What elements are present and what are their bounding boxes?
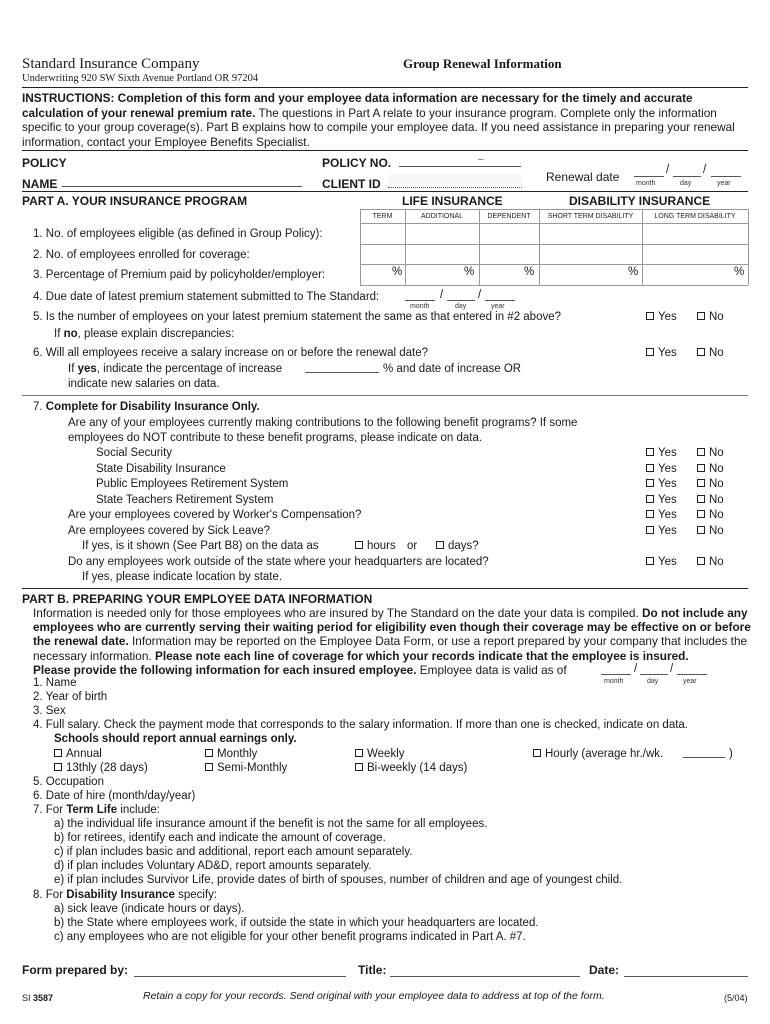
item8-post: specify: [174,889,218,901]
q5-yes-label: Yes [658,311,677,323]
form-title: Group Renewal Information [403,56,562,71]
q6b-pre: If [68,363,78,375]
mode-13thly[interactable] [54,761,148,776]
q7-sick-leave-shown: If yes, is it shown (See Part B8) on the data as [82,540,319,552]
item8-sub-c: c) any employees who are not eligible for your other benefit programs indicated in Part A. #7. [54,931,526,943]
q7-row7-no-label: No [709,556,724,568]
question-5: 5. Is the number of employees on your latest premium statement the same as that entered in #2 above? [33,311,562,323]
q7-row5-no[interactable] [697,508,724,523]
title-label: Title: [358,963,387,977]
grid-col-6 [748,209,749,285]
renewal-date-label: Renewal date [546,170,620,184]
mode-13thly-checkbox[interactable] [54,763,62,771]
client-id-label: CLIENT ID [322,177,381,191]
mode-weekly-checkbox[interactable] [355,749,363,757]
q5-yes-checkbox[interactable] [646,312,654,320]
q5b-pre: If [54,328,64,340]
mode-annual-checkbox[interactable] [54,749,62,757]
mode-hourly-label: Hourly (average hr./wk. [545,748,664,760]
renewal-day-field[interactable] [673,165,701,177]
due-month-caption: month [410,303,430,310]
q6-rule [22,395,748,396]
q5-no-checkbox[interactable] [697,312,705,320]
q7-row4-no-label: No [709,494,724,506]
item8-pre: 8. For [33,889,67,901]
valid-year-field[interactable] [677,663,707,675]
policy-no-field[interactable] [399,154,521,167]
renewal-month-caption: month [636,180,656,187]
form-number-value: 3587 [33,993,54,1003]
part-b-item-4-note: Schools should report annual earnings only. [54,733,297,745]
q7-row2-yes-checkbox[interactable] [646,464,654,472]
renewal-slash-1: / [666,164,670,176]
question-2: 2. No. of employees enrolled for coverage: [33,249,250,261]
hourly-hours-field[interactable] [683,746,725,758]
instructions [22,91,748,149]
days-checkbox[interactable] [436,541,444,549]
due-slash-2: / [478,289,482,301]
q7-row7-no-checkbox[interactable] [697,557,705,565]
hourly-close-paren: ) [729,748,733,760]
mode-annual[interactable] [54,747,102,762]
due-day-field[interactable] [447,289,475,301]
mode-monthly[interactable] [205,747,257,762]
hours-option[interactable] [355,539,396,554]
part-b-provide [33,663,567,678]
q7-row3-yes-label: Yes [658,478,677,490]
q7-workers-comp: Are your employees covered by Worker's Compensation? [68,509,362,521]
percent-additional: % [464,266,475,278]
days-label: days? [448,540,479,552]
q7-line-1: Are any of your employees currently making contributions to the following benefit programs? If some [68,417,578,429]
hours-label: hours [367,540,396,552]
question-5-followup [54,327,234,342]
q7-public-employees: Public Employees Retirement System [96,478,289,490]
form-number-prefix: SI [22,993,34,1003]
q7-row2-no-label: No [709,463,724,475]
q7-row1-no[interactable] [697,446,724,461]
q6-yes-checkbox[interactable] [646,348,654,356]
q5-no[interactable] [697,310,724,325]
q7-state-teachers: State Teachers Retirement System [96,494,274,506]
q7-row4-no-checkbox[interactable] [697,495,705,503]
valid-day-field[interactable] [640,663,668,675]
instructions-rule [22,150,748,151]
item8-sub-a: a) sick leave (indicate hours or days). [54,903,245,915]
date-label: Date: [589,963,620,977]
grid-row-rule-2 [360,264,748,265]
q6-no-checkbox[interactable] [697,348,705,356]
q7-row2-yes[interactable] [646,462,677,477]
q7-row4-yes-label: Yes [658,494,677,506]
q7-row5-yes-label: Yes [658,509,677,521]
valid-slash-2: / [670,663,674,675]
part-b-p1d: Please note each line of coverage for which your records indicate that the employee is insured. [154,648,689,663]
due-day-caption: day [455,303,467,310]
valid-day-caption: day [647,678,659,685]
item8-sub-b: b) the State where employees work, if outside the state in which your headquarters are located. [54,917,539,929]
part-b-p2b: Employee data is valid as of [416,663,567,677]
mode-13thly-label: 13thly (28 days) [66,762,148,774]
part-b-item-7 [33,803,160,818]
q7-row3-no-label: No [709,478,724,490]
q7-row2-no-checkbox[interactable] [697,464,705,472]
q6b-bold: yes [77,363,97,375]
q7-row7-yes[interactable] [646,555,677,570]
grid-top-rule [360,209,748,210]
q7-row2-no[interactable] [697,462,724,477]
mode-hourly-checkbox[interactable] [533,749,541,757]
q7-row6-yes-checkbox[interactable] [646,526,654,534]
question-6: 6. Will all employees receive a salary increase on or before the renewal date? [33,347,429,359]
q7-row6-yes[interactable] [646,524,677,539]
renewal-year-field[interactable] [711,165,741,177]
part-b-p1c: Information may be reported on the Employee Data Form, or use a report prepared by your company that includes the necessary information. [33,634,748,663]
mode-semi-monthly-label: Semi-Monthly [217,762,288,774]
grid-row-rule-1 [360,244,748,245]
part-b-item-3: 3. Sex [33,705,66,717]
q7-row4-yes-checkbox[interactable] [646,495,654,503]
renewal-month-field[interactable] [634,165,664,177]
q7-row6-no[interactable] [697,524,724,539]
q7-num: 7. [33,401,46,413]
valid-year-caption: year [683,678,697,685]
part-b-item-6: 6. Date of hire (month/day/year) [33,790,196,802]
item7-pre: 7. For [33,804,67,816]
title-field[interactable] [390,963,580,977]
renewal-day-caption: day [680,180,692,187]
company-name: Standard Insurance Company [22,56,200,72]
q7-row7-no[interactable] [697,555,724,570]
mode-semi-monthly[interactable] [205,761,287,776]
mode-annual-label: Annual [66,748,102,760]
percent-std: % [628,266,639,278]
q7-line-2: employees do NOT contribute to these benefit programs, please indicate on data. [68,432,483,444]
q7-state-disability: State Disability Insurance [96,463,226,475]
q7-row5-yes-checkbox[interactable] [646,510,654,518]
mode-bi-weekly-label: Bi-weekly (14 days) [367,762,468,774]
q7-row6-yes-label: Yes [658,525,677,537]
mode-bi-weekly-checkbox[interactable] [355,763,363,771]
col-short-term-disability: SHORT TERM DISABILITY [547,213,634,220]
form-prepared-by-label: Form prepared by: [22,963,129,977]
part-a-title: PART A. YOUR INSURANCE PROGRAM [22,194,248,208]
hours-checkbox[interactable] [355,541,363,549]
col-term: TERM [372,213,393,220]
policy-no-dash: – [478,154,484,165]
item7-sub-d: d) if plan includes Voluntary AD&D, report amounts separately. [54,860,372,872]
instructions-lead: INSTRUCTIONS: Completion of this form and your employee data information are necessary for the timely and accurate calculation of your renewal premium rate. [22,91,693,120]
q6b-post: % and date of increase OR [383,363,522,375]
col-additional: ADDITIONAL [420,213,463,220]
grid-row-rule-3 [360,285,748,286]
date-field[interactable] [624,963,748,977]
q6-yes[interactable] [646,346,677,361]
q7-row5-no-label: No [709,509,724,521]
q6-no-label: No [709,347,724,359]
q7-row4-no[interactable] [697,493,724,508]
q7-location: If yes, please indicate location by state. [82,571,283,583]
part-b-p1b: Do not include any employees who are currently serving their waiting period for eligibility even though their coverage may be effective on or before the renewal date. [33,606,751,649]
life-insurance-heading: LIFE INSURANCE [402,194,503,208]
q5-no-label: No [709,311,724,323]
part-a-end-rule [22,588,748,589]
form-prepared-by-field[interactable] [134,963,346,977]
q7-row3-yes-checkbox[interactable] [646,479,654,487]
q7-sick-leave: Are employees covered by Sick Leave? [68,525,270,537]
valid-month-field[interactable] [601,663,631,675]
company-address: Underwriting 920 SW Sixth Avenue Portland OR 97204 [22,73,259,84]
mode-monthly-checkbox[interactable] [205,749,213,757]
item8-bold: Disability Insurance [66,889,175,901]
name-field[interactable] [62,173,302,187]
mode-weekly[interactable] [355,747,405,762]
disability-insurance-heading: DISABILITY INSURANCE [569,194,711,208]
question-3: 3. Percentage of Premium paid by policyholder/employer: [33,269,326,281]
header-rule [22,87,748,88]
grid-header-rule [360,223,748,224]
q7-row2-yes-label: Yes [658,463,677,475]
part-b-item-5: 5. Occupation [33,776,104,788]
part-b-item-2: 2. Year of birth [33,691,108,703]
q7-row3-no-checkbox[interactable] [697,479,705,487]
q7-row7-yes-label: Yes [658,556,677,568]
q7-social-security: Social Security [96,447,173,459]
name-label: NAME [22,177,58,191]
q7-row6-no-label: No [709,525,724,537]
q6b-mid: , indicate the percentage of increase [96,363,283,375]
q7-row1-yes[interactable] [646,446,677,461]
valid-month-caption: month [604,678,624,685]
policy-rule [22,191,748,192]
retain-note: Retain a copy for your records. Send original with your employee data to address at top of the form. [143,990,605,1002]
q5b-bold: no [63,328,78,340]
q7-row1-no-checkbox[interactable] [697,448,705,456]
q7-row1-yes-label: Yes [658,447,677,459]
part-b-p1a: Information is needed only for those employees who are insured by The Standard on the date your data is compiled. [33,606,642,620]
instructions-rest: The questions in Part A relate to your insurance program. Complete only the information specific to your group coverage(s). Part B explains how to compile your employee data. If you need assistance in preparing your renewal information, contact your Employee Benefits Specialist. [22,105,735,149]
part-b-title: PART B. PREPARING YOUR EMPLOYEE DATA INFORMATION [22,592,373,606]
form-version: (5/04) [724,993,748,1003]
mode-weekly-label: Weekly [367,748,405,760]
due-year-field[interactable] [485,289,515,301]
q7-row5-no-checkbox[interactable] [697,510,705,518]
item7-bold: Term Life [66,804,118,816]
q7-row1-no-label: No [709,447,724,459]
item7-sub-b: b) for retirees, identify each and indicate the amount of coverage. [54,832,386,844]
q7-row4-yes[interactable] [646,493,677,508]
item7-post: include: [117,804,160,816]
q5-yes[interactable] [646,310,677,325]
salary-increase-percent-field[interactable] [305,361,379,373]
form-number [22,991,53,1006]
col-long-term-disability: LONG TERM DISABILITY [654,213,736,220]
percent-term: % [392,266,403,278]
mode-hourly[interactable] [533,747,663,762]
item7-sub-c: c) if plan includes basic and additional, report each amount separately. [54,846,413,858]
q6-yes-label: Yes [658,347,677,359]
q7-outside-state: Do any employees work outside of the state where your headquarters are located? [68,556,489,568]
mode-bi-weekly[interactable] [355,761,467,776]
due-month-field[interactable] [405,289,435,301]
part-b-item-4: 4. Full salary. Check the payment mode that corresponds to the salary information. If more than one is checked, indicate on data. [33,719,688,731]
mode-monthly-label: Monthly [217,748,258,760]
question-4: 4. Due date of latest premium statement submitted to The Standard: [33,291,380,303]
q7-row7-yes-checkbox[interactable] [646,557,654,565]
q5b-post: , please explain discrepancies: [77,328,235,340]
percent-dependent: % [524,266,535,278]
q7-row1-yes-checkbox[interactable] [646,448,654,456]
due-year-caption: year [491,303,505,310]
question-6-line3: indicate new salaries on data. [68,378,220,390]
item7-sub-e: e) if plan includes Survivor Life, provide dates of birth of spouses, number of children and age of youngest child. [54,874,623,886]
item7-sub-a: a) the individual life insurance amount if the benefit is not the same for all employees. [54,818,488,830]
policy-no-label: POLICY NO. [322,156,392,170]
part-b-paragraph [33,606,751,663]
q7-row6-no-checkbox[interactable] [697,526,705,534]
q7-row5-yes[interactable] [646,508,677,523]
question-7-heading [33,400,260,415]
part-b-item-1: 1. Name [33,677,77,689]
mode-semi-monthly-checkbox[interactable] [205,763,213,771]
part-b-item-8 [33,888,217,903]
or-text: or [407,540,418,552]
q7-row3-no[interactable] [697,477,724,492]
q7-row3-yes[interactable] [646,477,677,492]
renewal-slash-2: / [703,164,707,176]
valid-slash-1: / [634,663,638,675]
q6-no[interactable] [697,346,724,361]
question-1: 1. No. of employees eligible (as defined in Group Policy): [33,228,323,240]
due-slash-1: / [440,289,444,301]
renewal-year-caption: year [717,180,731,187]
client-id-field[interactable] [388,174,522,188]
col-dependent: DEPENDENT [487,213,531,220]
question-6-followup [68,362,282,377]
part-b-p2a: Please provide the following information for each insured employee. [33,663,417,677]
policy-label: POLICY [22,156,67,170]
percent-ltd: % [734,266,745,278]
q7-title: Complete for Disability Insurance Only. [45,401,260,413]
days-option[interactable] [436,539,479,554]
